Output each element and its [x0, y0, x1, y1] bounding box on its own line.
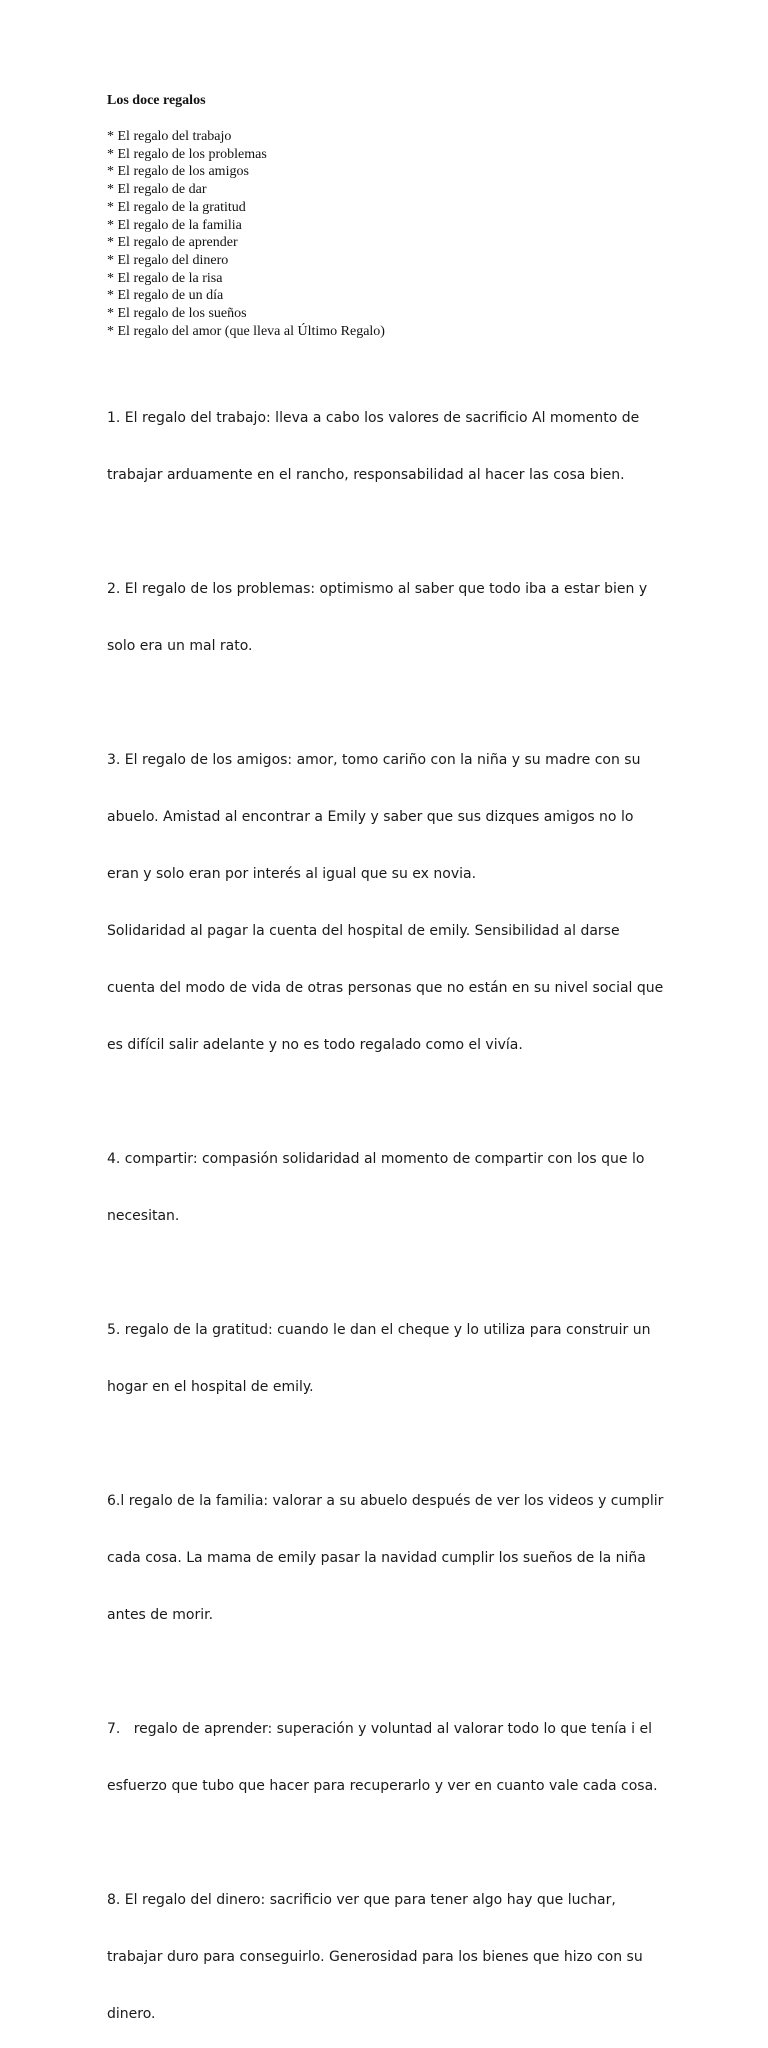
paragraph-line: 4. compartir: compasión solidaridad al momento de compartir con los que lo [107, 1151, 645, 1167]
gift-list-item: * El regalo de la risa [107, 270, 223, 286]
paragraph-line: dinero. [107, 2006, 156, 2022]
gift-list-item: * El regalo de un día [107, 288, 224, 304]
paragraph-line: 2. El regalo de los problemas: optimismo al saber que todo iba a estar bien y [107, 581, 648, 597]
paragraph-line: trabajar arduamente en el rancho, responsabilidad al hacer las cosa bien. [107, 467, 625, 483]
document-body [107, 371, 667, 2048]
gift-list-item: * El regalo de la gratitud [107, 199, 246, 215]
paragraph-compartir [107, 1112, 667, 1264]
paragraph-gratitud [107, 1283, 667, 1435]
paragraph-line: abuelo. Amistad al encontrar a Emily y saber que sus dizques amigos no lo [107, 809, 634, 825]
paragraph-line: eran y solo eran por interés al igual que su ex novia. [107, 866, 477, 882]
paragraph-line: esfuerzo que tubo que hacer para recuperarlo y ver en cuanto vale cada cosa. [107, 1778, 658, 1794]
paragraph-line: cuenta del modo de vida de otras personas que no están en su nivel social que [107, 980, 664, 996]
paragraph-line: 5. regalo de la gratitud: cuando le dan el cheque y lo utiliza para construir un [107, 1322, 651, 1338]
gift-list-item: * El regalo del trabajo [107, 129, 232, 144]
paragraph-line: 3. El regalo de los amigos: amor, tomo cariño con la niña y su madre con su [107, 752, 641, 768]
gift-list-item: * El regalo de los amigos [107, 164, 249, 180]
paragraph-trabajo [107, 371, 667, 523]
paragraph-amigos [107, 713, 667, 1093]
document-title: Los doce regalos [107, 93, 206, 108]
gift-list-item: * El regalo de dar [107, 182, 207, 198]
gift-list [107, 128, 385, 340]
paragraph-line: cada cosa. La mama de emily pasar la navidad cumplir los sueños de la niña [107, 1550, 646, 1566]
paragraph-familia [107, 1454, 667, 1663]
gift-list-item: * El regalo del dinero [107, 252, 229, 268]
paragraph-line: 8. El regalo del dinero: sacrificio ver que para tener algo hay que luchar, [107, 1892, 616, 1908]
gift-list-item: * El regalo de los sueños [107, 306, 247, 322]
paragraph-problemas [107, 542, 667, 694]
paragraph-aprender [107, 1682, 667, 1834]
paragraph-line: 1. El regalo del trabajo: lleva a cabo los valores de sacrificio Al momento de [107, 410, 640, 426]
paragraph-line: trabajar duro para conseguirlo. Generosidad para los bienes que hizo con su [107, 1949, 643, 1965]
paragraph-line: solo era un mal rato. [107, 638, 253, 654]
gift-list-item: * El regalo de la familia [107, 217, 242, 233]
paragraph-line: 6.l regalo de la familia: valorar a su abuelo después de ver los videos y cumplir [107, 1493, 664, 1509]
paragraph-line: 7. regalo de aprender: superación y voluntad al valorar todo lo que tenía i el [107, 1721, 652, 1737]
paragraph-line: antes de morir. [107, 1607, 214, 1623]
paragraph-line: es difícil salir adelante y no es todo regalado como el vivía. [107, 1037, 523, 1053]
paragraph-line: hogar en el hospital de emily. [107, 1379, 314, 1395]
gift-list-item: * El regalo del amor (que lleva al Último Regalo) [107, 323, 385, 339]
gift-list-item: * El regalo de los problemas [107, 146, 267, 162]
paragraph-line: necesitan. [107, 1208, 180, 1224]
gift-list-item: * El regalo de aprender [107, 235, 238, 251]
paragraph-dinero [107, 1853, 667, 2048]
paragraph-line: Solidaridad al pagar la cuenta del hospital de emily. Sensibilidad al darse [107, 923, 620, 939]
